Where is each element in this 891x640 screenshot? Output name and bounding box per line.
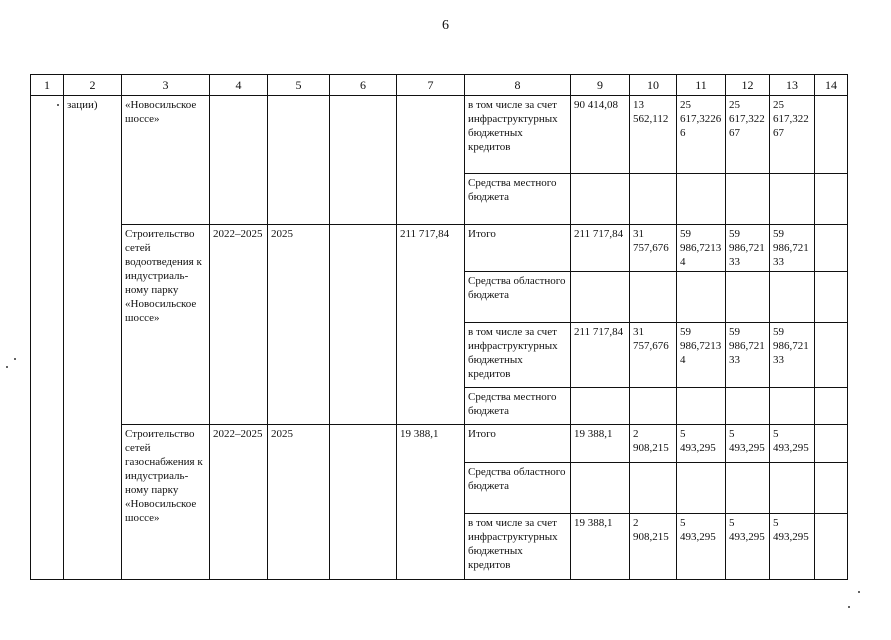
project-col6 — [330, 96, 397, 225]
value-cell — [677, 388, 726, 425]
project-total: 211 717,84 — [397, 225, 465, 425]
funding-source: Средства местного бюджета — [465, 174, 571, 225]
project-col6 — [330, 425, 397, 580]
col2-cell: зации) — [64, 96, 122, 580]
funding-source: Итого — [465, 425, 571, 463]
col-header: 1 — [31, 75, 64, 96]
col-header: 13 — [770, 75, 815, 96]
col-header: 7 — [397, 75, 465, 96]
project-end-year: 2025 — [268, 225, 330, 425]
value-cell — [571, 272, 630, 323]
funding-source: Средства областного бюджета — [465, 463, 571, 514]
value-cell — [815, 272, 848, 323]
value-cell: 19 388,1 — [571, 425, 630, 463]
value-cell — [726, 174, 770, 225]
header-row — [31, 75, 848, 96]
project-end-year: 2025 — [268, 425, 330, 580]
value-cell — [677, 174, 726, 225]
project-total: 19 388,1 — [397, 425, 465, 580]
value-cell: 31 757,676 — [630, 225, 677, 272]
col-header: 11 — [677, 75, 726, 96]
table-row — [31, 425, 848, 463]
value-cell: 13 562,112 — [630, 96, 677, 174]
scan-speck — [57, 104, 59, 106]
value-cell: 59 986,72133 — [726, 225, 770, 272]
value-cell: 31 757,676 — [630, 323, 677, 388]
scan-speck — [848, 606, 850, 608]
col-header: 5 — [268, 75, 330, 96]
value-cell — [770, 272, 815, 323]
value-cell — [630, 272, 677, 323]
value-cell — [815, 323, 848, 388]
project-name: «Новосильское шоссе» — [122, 96, 210, 225]
value-cell — [571, 463, 630, 514]
funding-source: в том числе за счет инфраструктурных бюджетных кредитов — [465, 323, 571, 388]
value-cell: 25 617,32267 — [726, 96, 770, 174]
value-cell — [815, 425, 848, 463]
value-cell — [815, 514, 848, 580]
value-cell — [630, 174, 677, 225]
col-header: 8 — [465, 75, 571, 96]
scan-speck — [6, 366, 8, 368]
value-cell — [815, 225, 848, 272]
project-years — [210, 96, 268, 225]
project-years: 2022–2025 — [210, 225, 268, 425]
value-cell: 5 493,295 — [677, 514, 726, 580]
value-cell — [726, 463, 770, 514]
col-header: 4 — [210, 75, 268, 96]
funding-source: Средства областного бюджета — [465, 272, 571, 323]
col-header: 10 — [630, 75, 677, 96]
value-cell — [815, 96, 848, 174]
value-cell — [677, 463, 726, 514]
col-header: 6 — [330, 75, 397, 96]
budget-table — [30, 74, 848, 580]
project-name: Строительство сетей газоснабжения к индустриаль-ному парку «Новосильское шоссе» — [122, 425, 210, 580]
value-cell: 25 617,32266 — [677, 96, 726, 174]
value-cell: 59 986,72133 — [770, 225, 815, 272]
value-cell: 59 986,72134 — [677, 323, 726, 388]
value-cell — [770, 174, 815, 225]
value-cell — [726, 272, 770, 323]
col-header: 12 — [726, 75, 770, 96]
value-cell — [571, 388, 630, 425]
funding-source: в том числе за счет инфраструктурных бюджетных кредитов — [465, 514, 571, 580]
value-cell — [815, 174, 848, 225]
project-end-year — [268, 96, 330, 225]
table-row — [31, 225, 848, 272]
value-cell: 5 493,295 — [726, 425, 770, 463]
value-cell: 211 717,84 — [571, 323, 630, 388]
table-row — [31, 96, 848, 174]
value-cell: 90 414,08 — [571, 96, 630, 174]
scan-speck — [858, 591, 860, 593]
value-cell — [770, 388, 815, 425]
value-cell — [677, 272, 726, 323]
value-cell: 2 908,215 — [630, 425, 677, 463]
value-cell: 25 617,32267 — [770, 96, 815, 174]
value-cell: 19 388,1 — [571, 514, 630, 580]
scan-speck — [14, 358, 16, 360]
col-header: 14 — [815, 75, 848, 96]
project-col6 — [330, 225, 397, 425]
project-total — [397, 96, 465, 225]
col1-cell — [31, 96, 64, 580]
funding-source: в том числе за счет инфраструктурных бюджетных кредитов — [465, 96, 571, 174]
funding-source: Средства местного бюджета — [465, 388, 571, 425]
value-cell: 5 493,295 — [770, 514, 815, 580]
value-cell: 59 986,72134 — [677, 225, 726, 272]
value-cell — [815, 463, 848, 514]
col-header: 9 — [571, 75, 630, 96]
value-cell — [770, 463, 815, 514]
value-cell — [630, 388, 677, 425]
value-cell: 59 986,72133 — [770, 323, 815, 388]
value-cell: 5 493,295 — [726, 514, 770, 580]
value-cell: 211 717,84 — [571, 225, 630, 272]
value-cell: 5 493,295 — [770, 425, 815, 463]
project-name: Строительство сетей водоотведения к индустриаль-ному парку «Новосильское шоссе» — [122, 225, 210, 425]
value-cell: 59 986,72133 — [726, 323, 770, 388]
value-cell — [815, 388, 848, 425]
value-cell — [726, 388, 770, 425]
col-header: 3 — [122, 75, 210, 96]
value-cell: 2 908,215 — [630, 514, 677, 580]
value-cell: 5 493,295 — [677, 425, 726, 463]
page-number: 6 — [442, 18, 449, 33]
col-header: 2 — [64, 75, 122, 96]
value-cell — [630, 463, 677, 514]
funding-source: Итого — [465, 225, 571, 272]
project-years: 2022–2025 — [210, 425, 268, 580]
value-cell — [571, 174, 630, 225]
